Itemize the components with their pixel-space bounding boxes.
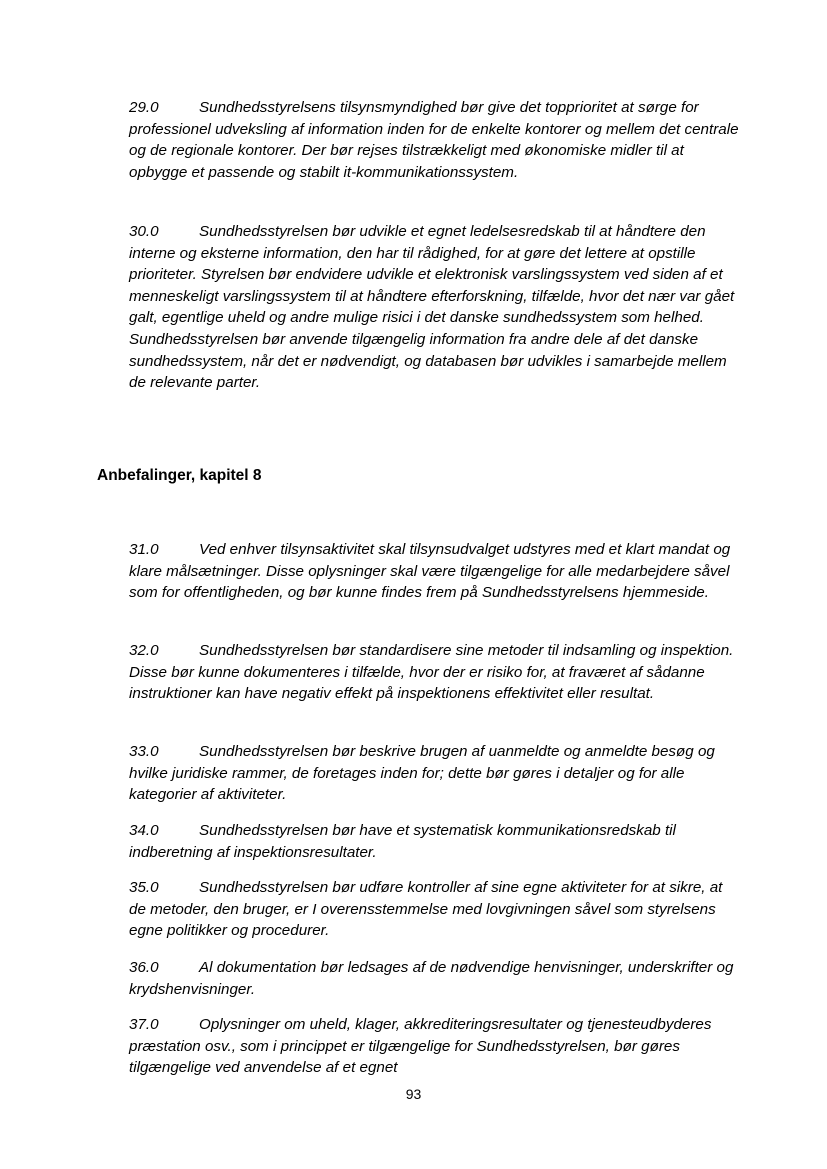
- recommendation-30: [129, 221, 741, 394]
- item-number: 31.0: [129, 541, 159, 558]
- item-text: Sundhedsstyrelsen bør standardisere sine metoder til indsamling og inspektion. Disse bør kunne dokumenteres i tilfælde, hvor der er risiko for, at fraværet af sådanne instruktioner kan have negativ effekt på inspektionens effektivitet eller resultat.: [129, 642, 734, 703]
- item-number: 29.0: [129, 99, 159, 116]
- item-number: 30.0: [129, 223, 159, 240]
- recommendation-35: [129, 877, 741, 942]
- recommendation-37: [129, 1014, 741, 1079]
- item-text: Sundhedsstyrelsen bør have et systematisk kommunikationsredskab til indberetning af inspektionsresultater.: [129, 822, 676, 861]
- item-number: 33.0: [129, 743, 159, 760]
- item-text: Sundhedsstyrelsens tilsynsmyndighed bør give det topprioritet at sørge for professionel udveksling af information inden for de enkelte kontorer og mellem det centrale og de regionale kontorer. Der bør rejses tilstrækkeligt med økonomiske midler til at opbygge et passende og stabilt it-kommunikationssystem.: [129, 99, 739, 181]
- recommendation-31: [129, 539, 741, 604]
- section-heading: Anbefalinger, kapitel 8: [97, 467, 262, 484]
- item-number: 32.0: [129, 642, 159, 659]
- recommendation-34: [129, 820, 741, 863]
- recommendation-33: [129, 741, 741, 806]
- item-number: 35.0: [129, 879, 159, 896]
- item-text: Oplysninger om uheld, klager, akkrediteringsresultater og tjenesteudbyderes præstation osv., som i princippet er tilgængelige for Sundhedsstyrelsen, bør gøres tilgængelige ved anvendelse af et egnet: [129, 1016, 712, 1077]
- page-number: 93: [405, 1086, 422, 1102]
- item-text: Ved enhver tilsynsaktivitet skal tilsynsudvalget udstyres med et klart mandat og klare målsætninger. Disse oplysninger skal være tilgængelige for alle medarbejdere såvel som for offentligheden, og bør kunne findes frem på Sundhedsstyrelsens hjemmeside.: [129, 541, 731, 602]
- item-text: Sundhedsstyrelsen bør udvikle et egnet ledelsesredskab til at håndtere den interne og eksterne information, den har til rådighed, for at gøre det lettere at opstille prioriteter. Styrelsen bør endvidere udvikle et elektronisk varslingssystem ved siden af et menneskeligt varslingssystem til at håndtere efterforskning, tilfælde, hvor det nær var gået galt, egentlige uheld og andre mulige risici i det danske sundhedssystem som helhed. Sundhedsstyrelsen bør anvende tilgængelig information fra andre dele af det danske sundhedssystem, når det er nødvendigt, og databasen bør udvikles i samarbejde mellem de relevante parter.: [129, 223, 735, 392]
- item-number: 34.0: [129, 822, 159, 839]
- item-text: Sundhedsstyrelsen bør beskrive brugen af uanmeldte og anmeldte besøg og hvilke juridiske rammer, de foretages inden for; dette bør gøres i detaljer og for alle kategorier af aktiviteter.: [129, 743, 715, 804]
- recommendation-32: [129, 640, 741, 705]
- item-number: 37.0: [129, 1016, 159, 1033]
- item-text: Al dokumentation bør ledsages af de nødvendige henvisninger, underskrifter og krydshenvisninger.: [129, 959, 734, 998]
- item-number: 36.0: [129, 959, 159, 976]
- item-text: Sundhedsstyrelsen bør udføre kontroller af sine egne aktiviteter for at sikre, at de metoder, den bruger, er I overensstemmelse med lovgivningen såvel som styrelsens egne politikker og procedurer.: [129, 879, 723, 940]
- recommendation-36: [129, 957, 741, 1000]
- recommendation-29: [129, 97, 741, 183]
